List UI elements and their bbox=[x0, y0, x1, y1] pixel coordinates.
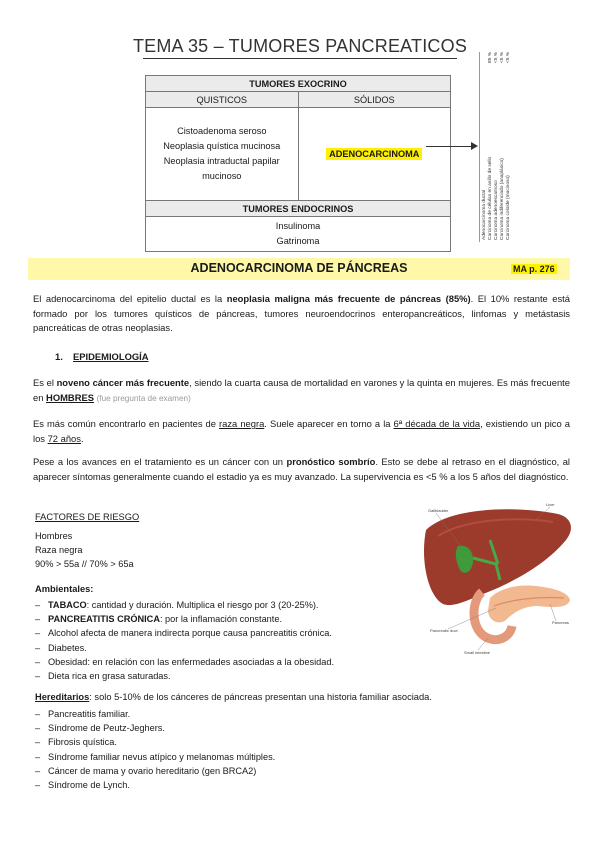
adenocarcinoma-subtypes-note bbox=[479, 52, 522, 242]
exocrine-header: TUMORES EXOCRINO bbox=[146, 76, 451, 92]
endocrine-list bbox=[146, 217, 451, 252]
risk-basic-item: Hombres bbox=[35, 531, 73, 541]
cystic-item: Neoplasia quística mucinosa bbox=[163, 141, 281, 151]
subtype-label: Adenocarcinoma ductal bbox=[482, 189, 487, 240]
ambientales-label: Ambientales: bbox=[35, 584, 94, 594]
list-item: – PANCREATITIS CRÓNICA: por la inflamación constante. bbox=[35, 612, 334, 626]
list-item: – Cáncer de mama y ovario hereditario (gen BRCA2) bbox=[35, 764, 275, 778]
cystic-item: Neoplasia intraductal papilar mucinoso bbox=[163, 156, 280, 181]
subtype-row bbox=[506, 52, 512, 240]
epidemiology-heading: 1. EPIDEMIOLOGÍA bbox=[55, 351, 149, 362]
pancreas-anatomy-illustration bbox=[418, 500, 578, 660]
tumor-classification-table bbox=[145, 75, 451, 252]
list-item: – Síndrome familiar nevus atípico y melanomas múltiples. bbox=[35, 750, 275, 764]
endocrine-item: Gatrinoma bbox=[276, 236, 320, 246]
list-item: – TABACO: cantidad y duración. Multiplica el riesgo por 3 (20-25%). bbox=[35, 598, 334, 612]
ambientales-list bbox=[35, 598, 334, 683]
solid-item-adenocarcinoma: ADENOCARCINOMA bbox=[326, 148, 422, 160]
cystic-list bbox=[146, 108, 299, 201]
arrow-head-icon bbox=[471, 142, 478, 150]
arrow-line bbox=[426, 146, 476, 147]
cystic-item: Cistoadenoma seroso bbox=[177, 126, 267, 136]
list-item: – Diabetes. bbox=[35, 641, 334, 655]
list-item: – Obesidad: en relación con las enfermedades asociadas a la obesidad. bbox=[35, 655, 334, 669]
risk-basic-item: Raza negra bbox=[35, 545, 83, 556]
subtype-label: Carcinoma indiferenciado (anaplásico) bbox=[500, 158, 505, 240]
epidemiology-paragraph-1: Es el noveno cáncer más frecuente, siendo la cuarta causa de mortalidad en varones y la quinta en mujeres. Es más frecuente en HOMBRES (fue pregunta de examen) bbox=[33, 377, 570, 403]
list-item: – Pancreatitis familiar. bbox=[35, 707, 275, 721]
figure-label: Pancreatic duct bbox=[430, 628, 458, 633]
figure-label: Gallbladder bbox=[428, 508, 449, 513]
subtype-pct: <5 % bbox=[500, 52, 505, 64]
hereditarios-list bbox=[35, 707, 275, 792]
section-reference: MA p. 276 bbox=[513, 264, 555, 274]
subtype-pct: <5 % bbox=[494, 52, 499, 64]
risk-basic-item: 90% > 55a // 70% > 65a bbox=[35, 559, 134, 570]
subtype-label: Carcinoma coloide (mucinoso) bbox=[506, 175, 511, 240]
list-item: – Síndrome de Lynch. bbox=[35, 778, 275, 792]
title-underline bbox=[143, 58, 457, 59]
list-item: – Síndrome de Peutz-Jeghers. bbox=[35, 721, 275, 735]
subtype-pct: 85 % bbox=[488, 52, 493, 63]
intro-paragraph: El adenocarcinoma del epitelio ductal es la neoplasia maligna más frecuente de páncreas (85%). El 10% restante está formado por los tumores quísticos de páncreas, tumores neuroendocrinos enteropancreáticos, linfomas y metástasis pancreáticas de otras neoplasias. bbox=[33, 293, 571, 333]
subtype-label: Carcinoma adenoescamoso bbox=[494, 180, 499, 240]
solid-cell bbox=[298, 108, 451, 201]
list-item: – Alcohol afecta de manera indirecta porque causa pancreatitis crónica. bbox=[35, 626, 334, 640]
risk-basic-list bbox=[35, 529, 134, 572]
epidemiology-paragraph-3: Pese a los avances en el tratamiento es un cáncer con un pronóstico sombrío. Esto se debe al retraso en el diagnóstico, al aparecer síntomas generalmente cuando el estadio ya es muy avanzado. La supervivencia es <5 % a los 5 años del diagnóstico. bbox=[33, 456, 571, 482]
solid-header: SÓLIDOS bbox=[298, 92, 451, 108]
hereditarios-intro: Hereditarios: solo 5-10% de los cánceres de páncreas presentan una historia familiar asociada. bbox=[35, 692, 432, 702]
page-title: TEMA 35 – TUMORES PANCREATICOS bbox=[132, 36, 468, 56]
list-item: – Dieta rica en grasa saturadas. bbox=[35, 669, 334, 683]
figure-label: Pancreas bbox=[552, 620, 569, 625]
figure-label: Liver bbox=[546, 502, 555, 507]
endocrine-item: Insulinoma bbox=[275, 221, 321, 231]
subtype-pct: <5 % bbox=[506, 52, 511, 64]
cystic-header: QUISTICOS bbox=[146, 92, 299, 108]
endocrine-header: TUMORES ENDOCRINOS bbox=[146, 201, 451, 217]
figure-label: Small intestine bbox=[464, 650, 491, 655]
section-title: ADENOCARCINOMA DE PÁNCREAS bbox=[190, 261, 408, 275]
list-item: – Fibrosis quística. bbox=[35, 735, 275, 749]
subtype-label: Carcinoma de células en anillo de sello bbox=[488, 156, 493, 240]
epidemiology-paragraph-2: Es más común encontrarlo en pacientes de raza negra. Suele aparecer en torno a la 6ª década de la vida, existiendo un pico a los 72 años. bbox=[33, 418, 570, 444]
risk-factors-heading: FACTORES DE RIESGO bbox=[35, 512, 140, 522]
